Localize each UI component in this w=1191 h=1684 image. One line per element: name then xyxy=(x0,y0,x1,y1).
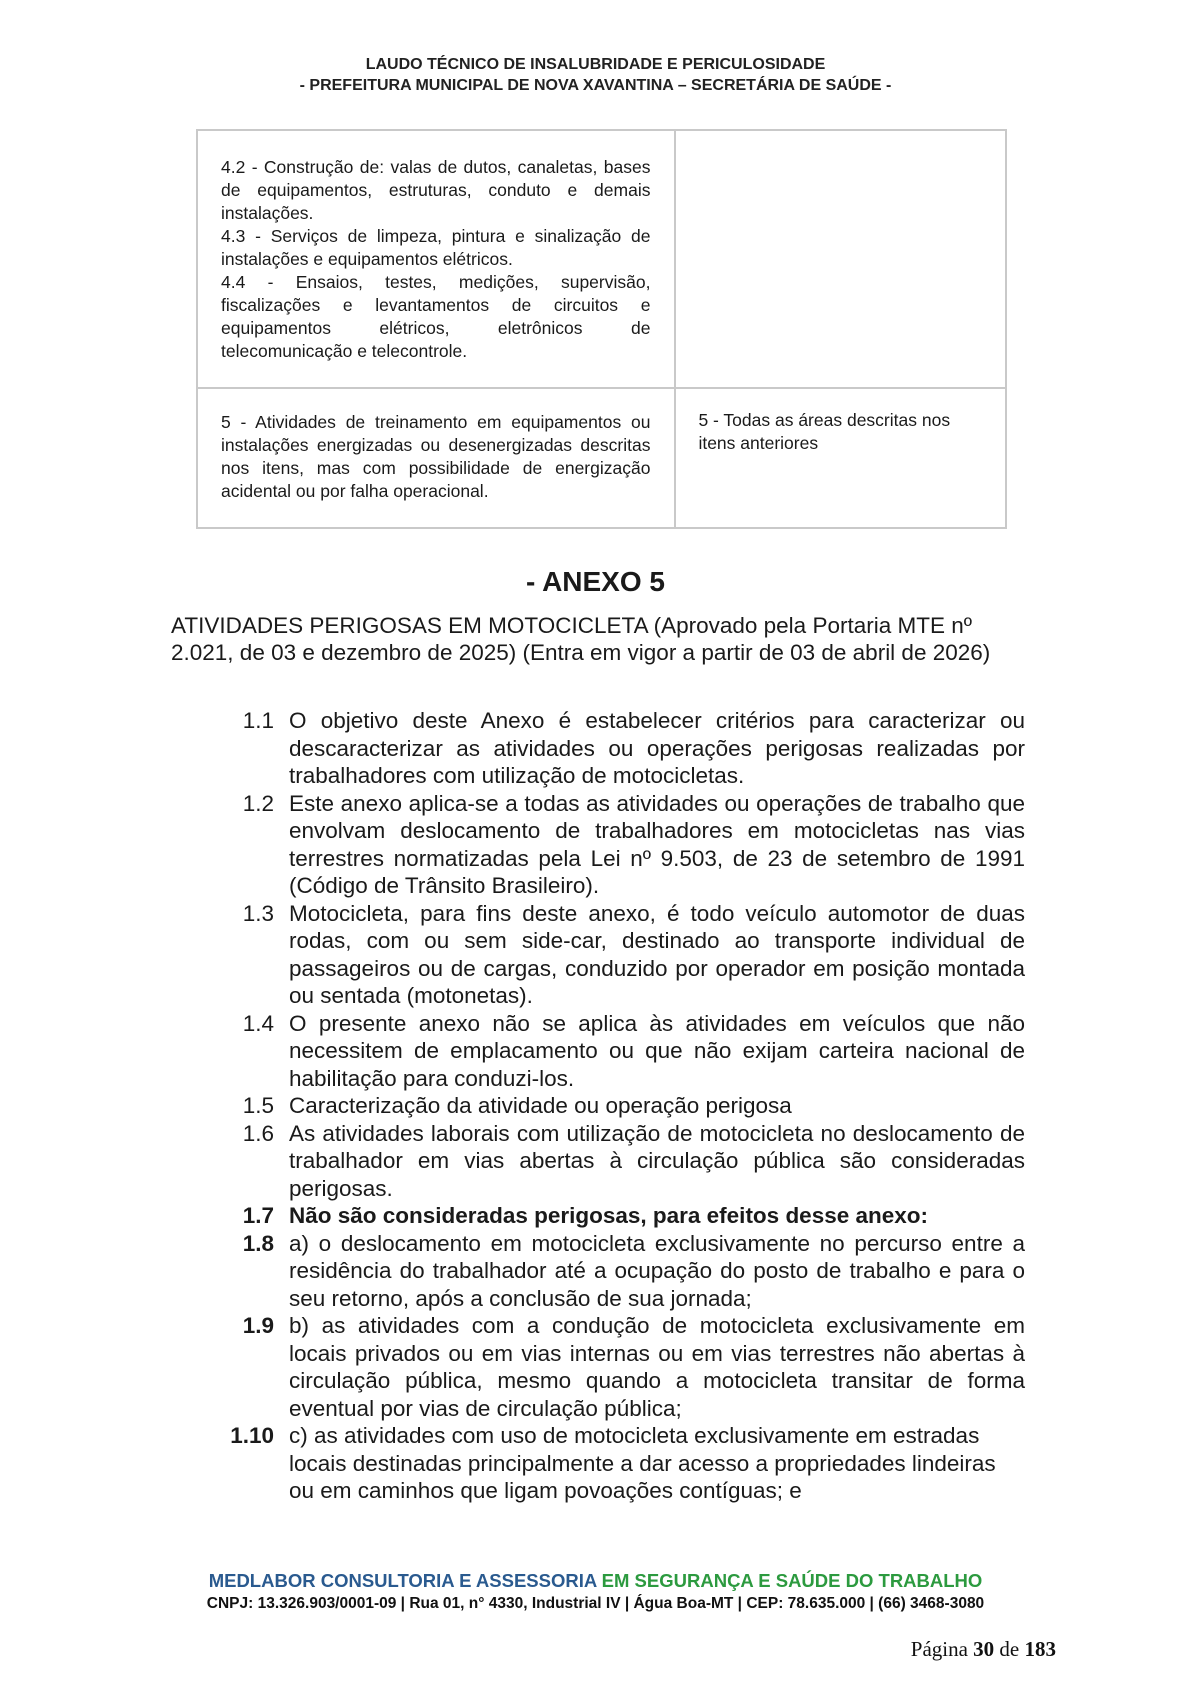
page-number xyxy=(911,1636,1056,1662)
item-text: Não são consideradas perigosas, para efeitos desse anexo: xyxy=(289,1203,929,1228)
page-of: de xyxy=(999,1637,1020,1661)
annex-items-list xyxy=(0,707,1191,1505)
item-number: 1.7 xyxy=(242,1203,274,1228)
item-number: 1.3 xyxy=(242,900,274,926)
area-5: 5 - Todas as áreas descritas nos itens anteriores xyxy=(698,410,951,453)
page-current: 30 xyxy=(973,1637,995,1661)
footer-company-name: MEDLABOR CONSULTORIA E ASSESSORIA xyxy=(208,1570,597,1591)
item-text: a) o deslocamento em motocicleta exclusivamente no percurso entre a residência do trabalhador até a ocupação do posto de trabalho e para o seu retorno, após a conclusão de sua jornada; xyxy=(289,1230,1025,1311)
item-number: 1.9 xyxy=(242,1313,274,1338)
annex-title: - ANEXO 5 xyxy=(526,566,665,597)
list-item xyxy=(0,1010,1191,1093)
list-item xyxy=(0,1312,1191,1422)
footer-company-field: EM SEGURANÇA E SAÚDE DO TRABALHO xyxy=(601,1570,983,1591)
activity-4-4: 4.4 - Ensaios, testes, medições, supervisão, fiscalizações e levantamentos de circuitos e equipamentos elétricos, eletrônicos de telecomunicação e telecontrole. xyxy=(221,272,651,361)
document-header xyxy=(0,54,1191,96)
footer-contact: CNPJ: 13.326.903/0001-09 | Rua 01, n° 4330, Industrial IV | Água Boa-MT | CEP: 78.635.000 | (66) 3468-3080 xyxy=(206,1595,985,1612)
item-number: 1.1 xyxy=(242,708,274,733)
header-subtitle: - PREFEITURA MUNICIPAL DE NOVA XAVANTINA – SECRETÁRIA DE SAÚDE - xyxy=(299,77,892,94)
item-text: b) as atividades com a condução de motocicleta exclusivamente em locais privados ou em vias internas ou em vias terrestres não abertas à circulação pública, mesmo quando a motocicleta transitar de forma eventual por vias de circulação pública; xyxy=(289,1313,1025,1421)
item-text: Este anexo aplica-se a todas as atividades ou operações de trabalho que envolvam deslocamento de trabalhadores em motocicletas nas vias terrestres normatizadas pela Lei nº 9.503, de 23 de setembro de 1991 (Código de Trânsito Brasileiro). xyxy=(289,790,1025,898)
list-item xyxy=(0,790,1191,900)
page-label: Página xyxy=(910,1637,968,1661)
item-number: 1.2 xyxy=(242,790,274,816)
item-text: O objetivo deste Anexo é estabelecer critérios para caracterizar ou descaracterizar as atividades ou operações perigosas realizadas por trabalhadores com utilização de motocicletas. xyxy=(289,708,1025,788)
table-cell-activities xyxy=(197,130,675,388)
activity-4-2: 4.2 - Construção de: valas de dutos, canaletas, bases de equipamentos, estruturas, conduto e demais instalações. xyxy=(221,157,651,223)
table-cell-activities xyxy=(197,388,675,528)
list-item xyxy=(0,900,1191,1010)
activity-5: 5 - Atividades de treinamento em equipamentos ou instalações energizadas ou desenergizadas descritas nos itens, mas com possibilidade de energização acidental ou por falha operacional. xyxy=(221,412,651,501)
item-text: Motocicleta, para fins deste anexo, é todo veículo automotor de duas rodas, com ou sem side-car, destinado ao transporte individual de passageiros ou de cargas, conduzido por operador em posição montada ou sentada (motonetas). xyxy=(289,900,1025,1008)
page-total: 183 xyxy=(1024,1637,1056,1661)
item-number: 1.8 xyxy=(242,1230,274,1256)
list-item xyxy=(0,707,1191,790)
list-item xyxy=(0,1422,1191,1505)
header-title: LAUDO TÉCNICO DE INSALUBRIDADE E PERICULOSIDADE xyxy=(365,56,826,73)
footer-company xyxy=(0,1570,1191,1592)
item-number: 1.6 xyxy=(242,1120,274,1146)
activities-table xyxy=(196,129,1007,529)
item-text: Caracterização da atividade ou operação perigosa xyxy=(289,1093,792,1118)
list-item xyxy=(0,1120,1191,1203)
table-cell-areas xyxy=(675,130,1006,388)
list-item xyxy=(0,1092,1191,1120)
item-text: c) as atividades com uso de motocicleta exclusivamente em estradas locais destinadas principalmente a dar acesso a propriedades lindeiras ou em caminhos que ligam povoações contíguas; e xyxy=(289,1423,996,1503)
table-row xyxy=(197,388,1006,528)
activity-4-3: 4.3 - Serviços de limpeza, pintura e sinalização de instalações e equipamentos elétricos. xyxy=(221,226,651,269)
item-number: 1.4 xyxy=(242,1010,274,1036)
table-row xyxy=(197,130,1006,388)
table-cell-areas xyxy=(675,388,1006,528)
item-text: As atividades laborais com utilização de motocicleta no deslocamento de trabalhador em vias abertas à circulação pública são consideradas perigosas. xyxy=(289,1120,1025,1201)
list-item xyxy=(0,1202,1191,1230)
item-text: O presente anexo não se aplica às atividades em veículos que não necessitem de emplacamento ou que não exijam carteira nacional de habilitação para conduzi-los. xyxy=(289,1010,1025,1091)
annex-intro: ATIVIDADES PERIGOSAS EM MOTOCICLETA (Aprovado pela Portaria MTE nº 2.021, de 03 e dezembro de 2025) (Entra em vigor a partir de 03 de abril de 2026) xyxy=(171,613,991,665)
item-number: 1.10 xyxy=(230,1423,274,1448)
list-item xyxy=(0,1230,1191,1313)
item-number: 1.5 xyxy=(242,1093,274,1118)
